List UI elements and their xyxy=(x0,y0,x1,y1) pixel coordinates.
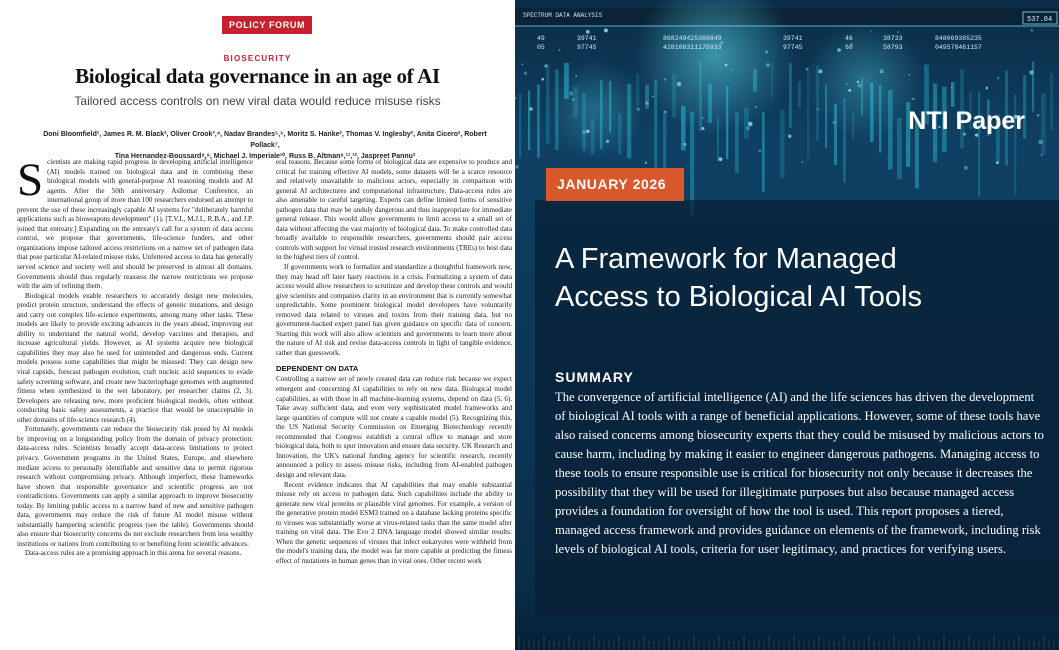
glow-dot xyxy=(1029,70,1033,74)
readout-value: 05 xyxy=(537,44,545,51)
science-article-page xyxy=(0,0,515,650)
spectrum-bar xyxy=(717,117,719,161)
spectrum-bar xyxy=(1032,62,1034,112)
glow-dot xyxy=(586,130,589,133)
glow-dot xyxy=(1037,114,1040,117)
glow-dot xyxy=(912,98,914,100)
spectrum-header-label: SPECTRUM DATA ANALYSIS xyxy=(523,12,603,19)
spectrum-bar xyxy=(600,80,602,149)
spectrum-bar xyxy=(798,81,801,107)
glow-dot xyxy=(818,69,822,73)
spectrum-bar xyxy=(888,90,893,170)
glow-dot xyxy=(858,83,862,87)
glow-dot xyxy=(848,89,851,92)
spectrum-bar xyxy=(708,84,712,123)
glow-dot xyxy=(664,111,666,113)
spectrum-bar xyxy=(627,84,631,158)
spectrum-bar xyxy=(645,85,649,109)
readout-value: 49 xyxy=(537,35,545,42)
spectrum-bar xyxy=(807,68,809,159)
glow-dot xyxy=(806,68,809,71)
spectrum-bar xyxy=(834,104,837,165)
cover-title-line-1: A Framework for Managed xyxy=(555,243,897,275)
readout-value: 848069385235 xyxy=(935,35,982,42)
spectrum-bar xyxy=(753,69,757,91)
spectrum-bar xyxy=(735,112,739,173)
policy-forum-badge: POLICY FORUM xyxy=(222,16,312,34)
glow-dot xyxy=(515,165,518,168)
spectrum-bar xyxy=(780,110,785,178)
summary-text: The convergence of artificial intelligence (AI) and the life sciences has driven the development of biological AI tools with a range of beneficial applications. However, some of these tools have also raised concerns among biosecurity experts that they could be misused by malicious actors to cause harm, including by making it easier to engineer dangerous pathogens. Managing access to these tools to ensure responsible use is critical for biosecurity not only because it decreases the possibility that they will be used for illegitimate purposes but also because managed access provides a foundation for oversight of how the tool is used. This report proposes a tiered, managed access framework and provides guidance on elements of the framework, including risk levels of biological AI tools, criteria for user legitimacy, and practices for verifying users. xyxy=(555,390,1044,556)
glow-dot xyxy=(572,98,575,101)
glow-dot xyxy=(604,28,608,32)
article-paragraph: Biological models enable researchers to accurately design new molecules, predict protein structure, understand the effects of genetic mutations, and design and carry out complex life-science experiments, among many other tasks. These models are likely to provide exciting advances in the years ahead, improving our ability to understand the natural world, develop vaccines and therapies, and increase agricultural yields. However, as AI systems acquire new biological capabilities they may also be used for unintended and dangerous ends. Current models possess some capabilities that might be misused: They can design new viral capsids, forecast pathogen evolution, craft nucleic acid sequences to evade safety screening software, and create new bacteriophage genomes with augmented fitness when synthesized in the wet laboratory, per researcher claims (2, 3). Developers are releasing new, more proficient biological models, often without conducting basic safety assessments, a practice that would be unacceptable in other domains of life-science research (4). xyxy=(17,291,253,424)
glow-dot xyxy=(997,77,999,79)
glow-dot xyxy=(964,166,968,170)
spectrum-bar xyxy=(825,85,827,148)
glow-dot xyxy=(586,30,590,34)
glow-dot xyxy=(652,95,654,97)
spectrum-bar xyxy=(843,98,846,183)
readout-value: 97745 xyxy=(783,44,803,51)
readout-value: 049578461157 xyxy=(935,44,982,51)
glow-dot xyxy=(521,63,523,65)
glow-dot xyxy=(701,127,704,130)
glow-dot xyxy=(664,78,667,81)
glow-dot xyxy=(725,64,728,67)
glow-dot xyxy=(817,108,819,110)
author-line-2: Tina Hernandez-Boussard⁸,⁹, Michael J. Imperiale¹⁰, Russ B. Altman⁸,¹¹,¹², Jaspreet Pannu² xyxy=(114,153,416,160)
author-line-1: Doni Bloomfield¹, James R. M. Black², Oliver Crook³,⁴, Nadav Brandes⁵,⁶, Moritz S. Hanke², Thomas V. Inglesby², Anita Cicero², Robert Pollack⁷, xyxy=(43,131,487,149)
glow-dot xyxy=(702,117,704,119)
glow-dot xyxy=(788,135,791,138)
spectrum-bar xyxy=(789,63,792,127)
spectrum-bar xyxy=(852,113,854,140)
glow-dot xyxy=(766,63,770,67)
glow-dot xyxy=(951,87,953,89)
spectrum-bar xyxy=(537,85,540,158)
readout-value: 39741 xyxy=(783,35,803,42)
glow-dot xyxy=(857,81,859,83)
glow-dot xyxy=(870,30,872,32)
article-paragraph: If governments work to formalize and standardize a thoughtful framework now, they may head off later hasty reactions in a crisis. Formalizing a system of data access would allow researchers to scrutinize and develop these controls and would give scientists and companies clarity in an environment that is currently somewhat unpredictable. Some prominent biological model developers have voluntarily removed data related to viruses and toxins from their training data, but no government-backed expert panel has given guidance on specific data of concern. Starting this work will also allow scientists and governments to learn more about the nature of AI risk and revise data-access controls in light of tangible evidence, rather than guesswork. xyxy=(276,263,512,357)
glow-dot xyxy=(637,107,640,110)
date-badge: JANUARY 2026 xyxy=(546,168,684,201)
spectrum-bar xyxy=(879,85,881,153)
spectrum-bar xyxy=(618,113,621,154)
glow-dot xyxy=(606,140,609,143)
section-label: BIOSECURITY xyxy=(223,54,292,63)
spectrum-bar xyxy=(528,90,530,150)
readout-value: 68 xyxy=(845,44,853,51)
glow-dot xyxy=(558,49,560,51)
glow-dot xyxy=(569,92,573,96)
glow-dot xyxy=(515,97,517,100)
spectrum-bar xyxy=(861,78,863,115)
spectrum-bar xyxy=(591,119,594,154)
spectrum-bar xyxy=(564,63,569,99)
readout-value: 868249425366849 xyxy=(663,35,722,42)
cover-title-line-2: Access to Biological AI Tools xyxy=(555,281,922,313)
glow-dot xyxy=(846,83,848,85)
glow-dot xyxy=(719,157,723,161)
cover-title xyxy=(555,240,1035,316)
glow-dot xyxy=(908,74,910,76)
glow-dot xyxy=(851,43,853,45)
glow-dot xyxy=(986,87,989,90)
spectrum-bar xyxy=(762,112,765,191)
spectrum-bar xyxy=(555,69,559,149)
spectrum-bar xyxy=(609,81,611,133)
drop-cap: S xyxy=(17,158,44,206)
spectrum-bar xyxy=(816,65,819,141)
glow-dot xyxy=(524,72,527,75)
spectrum-bar xyxy=(726,86,728,159)
readout-value: 39741 xyxy=(577,35,597,42)
summary-heading: SUMMARY xyxy=(555,369,634,385)
article-paragraph: Scientists are making rapid progress in developing artificial intelligence (AI) models trained on biological data and in combining these biological models with general-purpose AI reasoning models and AI agents. After the 50th anniversary Asilomar Conference, an international group of more than 100 researchers endorsed an attempt to prevent the use of these increasingly capable AI systems for "deliberately harmful applications such as bioweapons development" (1). [T.V.I., M.J.I., R.B.A., and J.P. joined that entreaty.] Expanding on the entreaty's call for a system of data access control, we propose that governments, life-science funders, and other organizations impose tailored access restrictions on a narrow set of pathogen data that pose particular AI-related misuse risks. Unfettered access to data has generally served science and society well and should be preserved in almost all domains. Governments should thus regularly reassess the narrow restrictions we propose with the aim of refining them. xyxy=(17,158,253,291)
spectrum-bar xyxy=(546,65,549,144)
glow-dot xyxy=(1031,29,1034,32)
spectrum-bar xyxy=(672,74,676,118)
article-column-left xyxy=(17,158,253,650)
spectrum-header-value: 537.04 xyxy=(1027,16,1053,24)
article-paragraph: Data-access rules are a promising approach in this arena for several reasons. xyxy=(25,549,242,558)
glow-dot xyxy=(575,75,577,77)
spectrum-bar xyxy=(636,73,639,105)
glow-dot xyxy=(582,130,586,134)
glow-dot xyxy=(755,106,757,108)
spectrum-bar xyxy=(1050,73,1053,129)
article-column-right xyxy=(276,158,512,650)
glow-dot xyxy=(544,64,547,67)
glow-dot xyxy=(730,69,732,71)
glow-dot xyxy=(746,126,750,130)
readout-value: 46 xyxy=(845,35,853,42)
glow-dot xyxy=(541,78,544,81)
nti-paper-cover xyxy=(515,0,1059,650)
glow-dot xyxy=(880,69,884,73)
spectrum-bar xyxy=(582,93,586,151)
spectrum-bar xyxy=(744,108,749,139)
readout-value: 428108311175933 xyxy=(663,44,722,51)
glow-dot xyxy=(645,162,647,164)
readout-value: 38733 xyxy=(883,35,903,42)
section-subhead: DEPENDENT ON DATA xyxy=(276,364,359,374)
nti-brand: NTI Paper xyxy=(908,107,1025,135)
glow-dot xyxy=(765,50,768,53)
glow-dot xyxy=(801,161,803,163)
glow-dot xyxy=(897,31,899,33)
glow-dot xyxy=(837,48,841,52)
article-paragraph: Recent evidence indicates that AI capabilities that may enable substantial misuse rely on access to pathogen data. Such capabilities include the ability to generate new viral proteins or plausible viral genomes. For example, a version of the generative protein model ESM3 trained on a database lacking proteins specific to viruses was substantially worse at virus-related tasks than the same model after training on viral data. The Evo 2 DNA language model showed similar results: When the genetic sequences of viruses that infect eukaryotes were withheld from the model's training data, the model was far more capable at predicting the fitness effect of mutations in human genes than in viral ones. Other recent work xyxy=(276,480,512,565)
glow-dot xyxy=(720,41,723,44)
spectrum-bar xyxy=(771,62,773,97)
spectrum-bar xyxy=(573,87,578,118)
spectrum-bar xyxy=(699,61,702,131)
article-paragraph: eral reasons. Because some forms of biological data are expensive to produce and critical for training effective AI models, some datasets will be a scarce resource and relatively unavailable to malicious actors, especially in comparison with general AI architectures and computational infrastructure. Data-access rules are also amenable to careful targeting. Experts can define limited forms of sensitive pathogen data that may be unduly dangerous and thus inappropriate for immediate general release. This would allow governments to limit access to a small set of data without affecting the vast majority of biological data. To make controlled data broadly available to responsible researchers, governments should pair access controls with support for virtual trusted research environments (TREs) to host data in the highest tiers of control. xyxy=(276,158,512,262)
spectrum-bar xyxy=(663,110,666,169)
readout-value: 97745 xyxy=(577,44,597,51)
glow-dot xyxy=(645,101,648,104)
glow-dot xyxy=(748,122,752,126)
glow-dot xyxy=(1038,140,1042,144)
glow-dot xyxy=(677,82,681,86)
glow-dot xyxy=(529,107,533,111)
glow-dot xyxy=(758,149,761,152)
glow-dot xyxy=(683,143,686,146)
article-paragraph: Controlling a narrow set of newly created data can reduce risk because we expect emergent and concerning AI capabilities to rely on new data. Biological model capabilities, as with those in all machine-learning systems, depend on data (5, 6). Take away sufficient data, and even very sophisticated model frameworks and large quantities of compute will not create a capable model (5). Recognizing this, the US National Security Commission on Emerging Biotechnology recently recommended that Congress establish a central office to manage and store biological data, both to spur innovation and ensure data security. UK Research and Innovation, the UK's national funding agency for scientific research, recently announced a policy to assess misuse risks, including from AI-enabled pathogen design and relevant data. xyxy=(276,375,512,479)
article-title: Biological data governance in an age of AI xyxy=(75,64,440,88)
spectrum-bar xyxy=(1041,93,1046,154)
spectrum-bar xyxy=(519,94,521,158)
spectrum-bar xyxy=(897,118,902,179)
glow-dot xyxy=(832,121,835,124)
spectrum-bar xyxy=(870,83,874,143)
glow-dot xyxy=(996,161,999,164)
readout-value: 58793 xyxy=(883,44,903,51)
article-dek: Tailored access controls on new viral data would reduce misuse risks xyxy=(74,94,441,108)
spectrum-bar xyxy=(951,82,954,107)
article-paragraph: Fortunately, governments can reduce the biosecurity risk posed by AI models by improving on a longstanding policy from the domain of privacy protection: data-access rules. Scientists broadly accept data-access limitations to protect privacy. Government programs in the United States, Europe, and elsewhere mediate access to personally identifiable and sensitive data to permit rigorous research without compromising privacy. Although imperfect, these frameworks have shown that responsible governance and scientific progress are not contradictions. Governments can apply a similar approach to improve biosecurity today. By limiting public access to a narrow band of new and sensitive pathogen data, governments may reduce the risk of future AI model misuse without substantially hampering scientific progress (see the table). Governments should also ensure that biosecurity concerns do not exclude researchers from less wealthy institutions or nations from contributing to or benefiting from scientific advances. xyxy=(17,425,253,548)
glow-dot xyxy=(1041,154,1043,156)
